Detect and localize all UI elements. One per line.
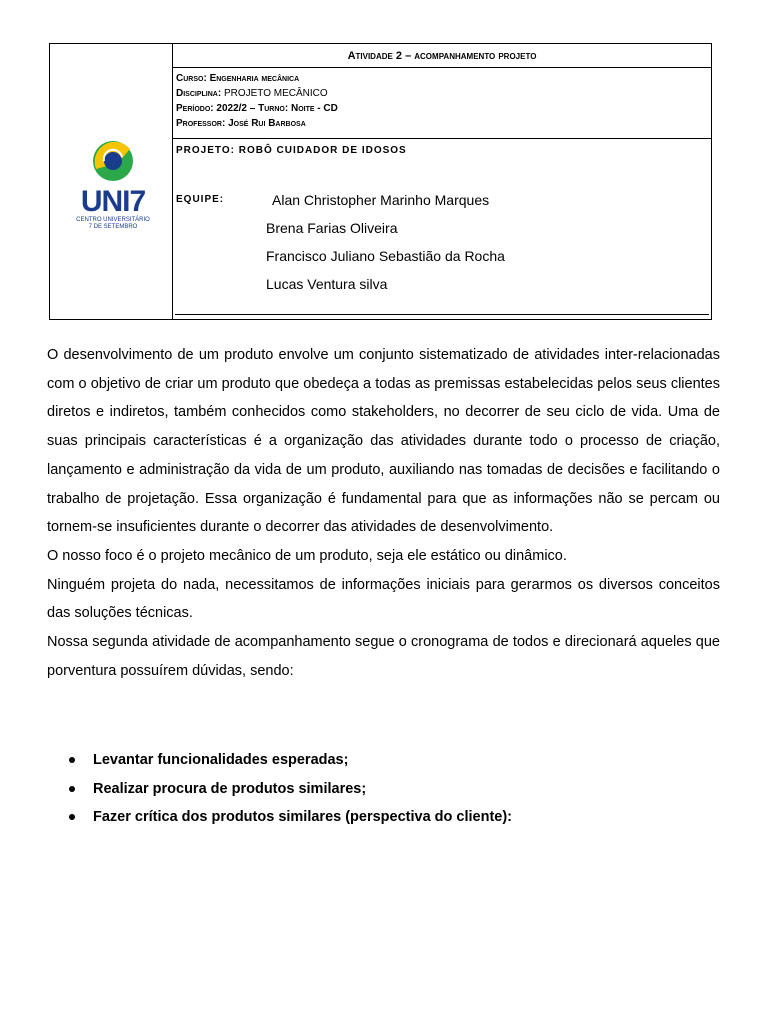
team-member: Alan Christopher Marinho Marques bbox=[272, 192, 490, 208]
project-section bbox=[173, 139, 711, 319]
disciplina-label: Disciplina: bbox=[176, 88, 222, 99]
activity-title-text: Atividade 2 – acompanhamento projeto bbox=[347, 50, 537, 62]
team-member: Brena Farias Oliveira bbox=[266, 220, 398, 236]
paragraph-focus: O nosso foco é o projeto mecânico de um produto, seja ele estático ou dinâmico. bbox=[47, 547, 567, 564]
list-item bbox=[47, 746, 720, 775]
logo-subtitle-line-1: CENTRO UNIVERSITÁRIO bbox=[76, 217, 150, 223]
bullet-icon bbox=[69, 757, 75, 763]
project-title: PROJETO: ROBÔ CUIDADOR DE IDOSOS bbox=[176, 145, 407, 156]
signature-line bbox=[175, 314, 709, 315]
list-item-text: Levantar funcionalidades esperadas; bbox=[93, 752, 349, 768]
paragraph-activity: Nossa segunda atividade de acompanhamento segue o cronograma de todos e direcionará aqueles que porventura possuírem dúvidas, sendo: bbox=[47, 634, 720, 679]
turno-label: Turno: bbox=[258, 103, 289, 114]
team-member: Lucas Ventura silva bbox=[266, 276, 388, 292]
professor-value: José Rui Barbosa bbox=[228, 118, 306, 129]
curso-value: Engenharia mecânica bbox=[209, 73, 300, 84]
bullet-icon bbox=[69, 814, 75, 820]
professor-line bbox=[176, 116, 711, 131]
uni7-logo bbox=[68, 139, 158, 239]
header-table bbox=[49, 43, 712, 320]
paragraph-information: Ninguém projeta do nada, necessitamos de informações iniciais para gerarmos os diversos conceitos das soluções técnicas. bbox=[47, 576, 720, 622]
curso-label: Curso: bbox=[176, 73, 207, 84]
bullet-icon bbox=[69, 786, 75, 792]
periodo-value: 2022/2 – bbox=[216, 103, 256, 114]
periodo-label: Período: bbox=[176, 103, 214, 114]
list-item bbox=[47, 803, 720, 832]
professor-label: Professor: bbox=[176, 118, 226, 129]
team-label: EQUIPE: bbox=[176, 194, 225, 205]
turno-value: Noite - CD bbox=[290, 103, 338, 114]
disciplina-value: PROJETO MECÂNICO bbox=[223, 88, 328, 99]
logo-subtitle bbox=[68, 217, 158, 231]
document-body bbox=[47, 341, 720, 685]
list-item-text: Fazer crítica dos produtos similares (perspectiva do cliente): bbox=[93, 809, 513, 826]
task-list bbox=[47, 746, 720, 832]
list-item-text: Realizar procura de produtos similares; bbox=[93, 780, 367, 797]
activity-title bbox=[173, 44, 711, 68]
logo-cell bbox=[50, 44, 173, 319]
list-item bbox=[47, 775, 720, 804]
uni7-emblem-icon bbox=[68, 139, 158, 189]
paragraph-intro: O desenvolvimento de um produto envolve um conjunto sistematizado de atividades inter-relacionadas com o objetivo de criar um produto que obedeça a todas as premissas estabelecidas pelos seus clientes diretos e indiretos, também conhecidos como stakeholders, no decorrer de seu ciclo de vida. Uma de suas principais características é a organização das atividades durante todo o processo de criação, lançamento e administração da vida de um produto, auxiliando nas tomadas de decisões e facilitando o trabalho de projetação. Essa organização é fundamental para que as informações não se percam ou tornem-se insuficientes durante o decorrer das atividades de desenvolvimento. bbox=[47, 347, 720, 536]
logo-name: UNI7 bbox=[80, 185, 146, 218]
periodo-line bbox=[176, 101, 711, 116]
curso-line bbox=[176, 71, 711, 86]
course-info bbox=[173, 68, 711, 139]
logo-subtitle-line-2: 7 DE SETEMBRO bbox=[88, 224, 138, 230]
team-member: Francisco Juliano Sebastião da Rocha bbox=[266, 248, 505, 264]
disciplina-line bbox=[176, 86, 711, 101]
